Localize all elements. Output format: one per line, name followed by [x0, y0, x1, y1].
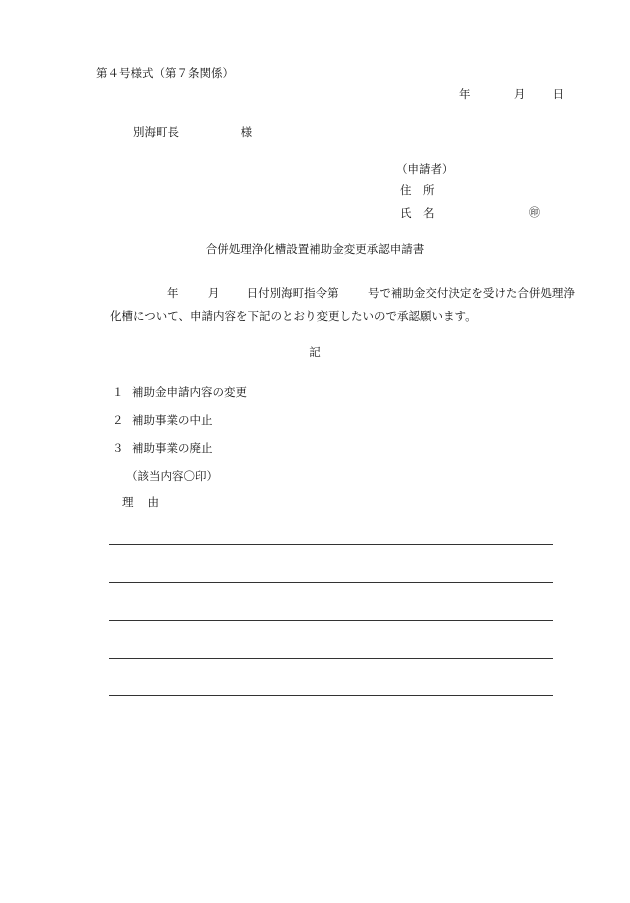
month-label: 月 — [513, 87, 526, 101]
item-label: 補助金申請内容の変更 — [132, 385, 247, 399]
reason-line — [109, 544, 553, 545]
list-item — [112, 443, 213, 455]
body-line-2: 化槽について、申請内容を下記のとおり変更したいので承認願います。 — [110, 309, 477, 323]
reason-line — [109, 658, 553, 659]
reason-label — [122, 497, 159, 509]
list-item — [112, 415, 213, 427]
reason-line — [109, 695, 553, 696]
form-number: 第４号様式（第７条関係） — [96, 66, 234, 80]
reason-char-1: 理 — [122, 495, 134, 509]
year-label: 年 — [459, 87, 471, 101]
applicant-address-label: 住 所 — [400, 183, 435, 197]
list-item — [112, 387, 247, 399]
reason-char-2: 由 — [147, 495, 159, 509]
document-title: 合併処理浄化槽設置補助金変更承認申請書 — [205, 242, 425, 256]
item-label: 補助事業の中止 — [132, 413, 213, 427]
ki-heading: 記 — [309, 345, 321, 359]
addressee — [133, 127, 252, 139]
body-directive: 日付別海町指令第 — [246, 286, 339, 300]
reason-line — [109, 620, 553, 621]
selection-note: （該当内容〇印） — [126, 469, 218, 483]
reason-line — [109, 582, 553, 583]
addressee-honorific: 様 — [240, 125, 253, 139]
body-month: 月 — [207, 286, 220, 300]
item-label: 補助事業の廃止 — [132, 441, 213, 455]
applicant-name-label: 氏 名 — [400, 206, 435, 220]
addressee-name: 別海町長 — [133, 125, 179, 139]
seal-mark: ㊞ — [529, 206, 540, 219]
body-decision: 号で補助金交付決定を受けた合併処理浄 — [367, 286, 575, 300]
item-number: １ — [112, 385, 124, 399]
applicant-heading: （申請者） — [396, 162, 454, 176]
day-label: 日 — [552, 87, 565, 101]
body-line-1 — [167, 288, 575, 300]
item-number: ２ — [112, 413, 124, 427]
date-line — [459, 89, 564, 101]
body-year: 年 — [167, 286, 179, 300]
item-number: ３ — [112, 441, 124, 455]
